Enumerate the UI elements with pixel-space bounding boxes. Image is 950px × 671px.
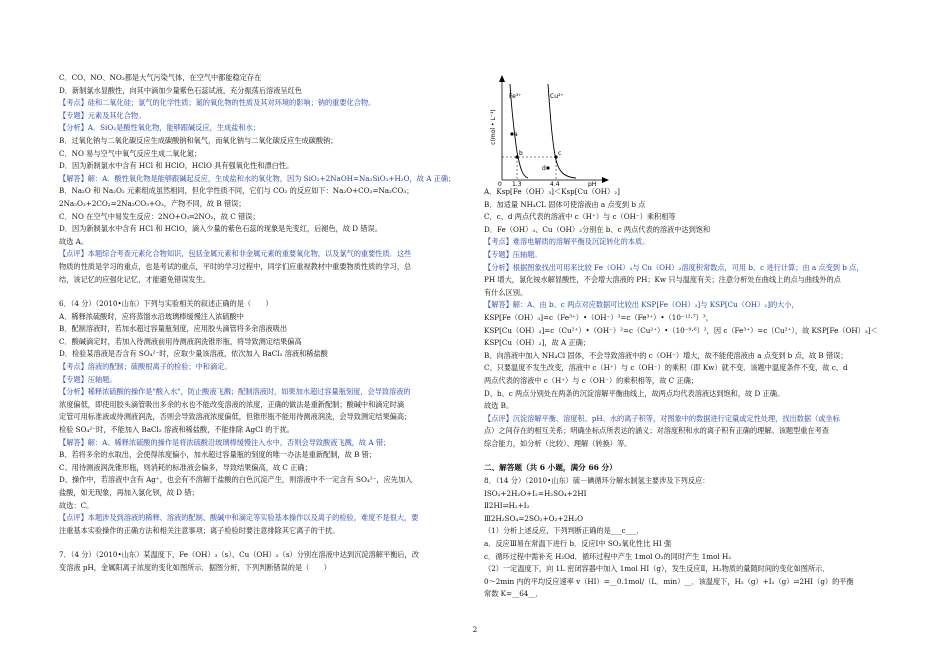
- right-text-line: 有什么区别。: [484, 287, 528, 297]
- left-text-line: B．Na₂O 和 Na₂O₂ 元素组成虽然相同，但化学性质不同，它们与 CO₂ 的反应如下：Na₂O+CO₂=Na₂CO₃；: [59, 186, 414, 196]
- right-text-line: 【分析】根据图象找出可用来比较 Fe（OH）₃与 Cu（OH）₂溶度积常数点，可用 b、c 进行计算；由 a 点变到 b 点，: [484, 262, 864, 272]
- right-text-line: KSP[Cu（OH）₂]，故 A 正确；: [484, 338, 590, 348]
- right-text-line: A．Ksp[Fe（OH）₃]＜Ksp[Cu（OH）₂]: [484, 187, 620, 196]
- right-text-line: 故选 B。: [484, 401, 514, 411]
- right-text-line: 8．（14 分）（2010•山东）硫－碘循环分解水制氢主要涉及下列反应：: [484, 476, 710, 486]
- right-text-line: C、只要温度不发生改变，溶液中 c（H⁺）与 c（OH⁻）的乘积（即 Kw）就不变．该题中温度条件不变，故 c、d: [484, 363, 848, 373]
- right-text-line: Ⅱ2HI⇌H₂+I₂: [484, 501, 530, 511]
- left-text-line: C．NO 易与空气中氧气反应生成二氧化氮；: [59, 148, 202, 158]
- left-text-line: 【解答】解：A、稀释浓硫酸的操作是将浓硫酸沿玻璃棒缓慢注入水中，否则会导致酸液飞溅，故 A 错；: [59, 437, 391, 447]
- left-text-line: 7．（4 分）（2010•山东）某温度下，Fe（OH）₃（s）、Cu（OH）₂（s）分别在溶液中达到沉淀溶解平衡后，改: [59, 550, 419, 560]
- x-tick-1: 1.3: [512, 181, 522, 187]
- left-text-line: 浓度偏低，即使用胶头滴管吸出多余的水也不能改变溶液的浓度，正确的做法是重新配制；酸碱中和滴定时滴: [59, 399, 405, 409]
- left-text-line: 【点评】本题综合考查元素化合物知识，包括金属元素和非金属元素的重要氧化物，以及氯气的重要性质．这些: [59, 249, 412, 259]
- left-text-line: 结，该记忆的应强化记忆，才能避免错误发生。: [59, 274, 210, 284]
- left-text-line: B．过氧化钠与二氧化碳反应生成碳酸钠和氧气，而氧化钠与二氧化碳反应生成碳酸钠；: [59, 135, 338, 145]
- point-d: [546, 166, 549, 169]
- right-text-line: C．c、d 两点代表的溶液中 c（H⁺）与 c（OH⁻）乘积相等: [484, 212, 676, 222]
- left-text-line: B．配制溶液时，若加水超过容量瓶刻度，应用胶头滴管将多余溶液吸出: [59, 324, 288, 334]
- point-label-c: c: [558, 150, 562, 157]
- y-axis-label: c(mol • L⁻¹): [490, 109, 497, 145]
- right-text-line: 0～2min 内的平均反应速率 v（HI）=__0.1mol/（L．min）__．该温度下，H₂（g）+I₂（g）⇌2HI（g）的平衡: [484, 576, 854, 586]
- page-number: 2: [472, 626, 478, 634]
- right-text-line: 【考点】难溶电解质的溶解平衡及沉淀转化的本质。: [484, 237, 650, 247]
- left-text-line: 【专题】压轴题。: [59, 374, 117, 384]
- right-text-line: c．循环过程中需补充 H₂Od．循环过程中产生 1mol O₂的同时产生 1mol H₂: [484, 551, 732, 561]
- left-text-line: 物质的性质是学习的重点，也是考试的重点，平时的学习过程中，同学们应重视教材中重要物质性质的学习，总: [59, 261, 412, 271]
- left-text-line: A．稀释浓硫酸时，应将蒸馏水沿玻璃棒缓慢注入浓硫酸中: [59, 311, 244, 321]
- left-text-line: 盐酸，如无现象，再加入氯化钡，故 D 错；: [59, 488, 199, 497]
- x-tick-2: 4.4: [550, 181, 560, 187]
- left-column: [59, 72, 467, 575]
- left-spacer: [59, 537, 467, 549]
- right-text-line: 【专题】压轴题。: [484, 249, 542, 259]
- left-text-line: 检验 SO₄²⁻时，不能加入 BaCl₂ 溶液和稀盐酸，不能排除 AgCl 的干扰。: [59, 425, 294, 435]
- right-text-line: D．Fe（OH）₃、Cu（OH）₂分别在 b、c 两点代表的溶液中达到饱和: [484, 224, 711, 234]
- right-text-line: （2）一定温度下，向 1L 密闭容器中加入 1mol HI（g），发生反应Ⅱ，H₂物质的量随时间的变化如图所示．: [484, 564, 830, 574]
- left-text-line: 6．（4 分）（2010•山东）下列与实验相关的叙述正确的是（ ）: [59, 299, 273, 309]
- left-text-line: D．新制氯水显酸性，向其中滴加少量紫色石蕊试液，充分振荡后溶液呈红色: [59, 85, 302, 95]
- right-text-line: Ⅲ2H₂SO₄=2SO₂+O₂+2H₂O: [484, 513, 584, 523]
- left-text-line: 【点评】本题涉及到溶液的稀释、溶液的配制、酸碱中和滴定等实验基本操作以及离子的检验，难度不是很大，要: [59, 513, 419, 523]
- left-text-line: 【专题】元素及其化合物。: [59, 110, 146, 120]
- right-text-line: B、向溶液中加入 NH₄Cl 固体，不会导致溶液中的 c（OH⁻）增大，故不能使溶液由 a 点变到 b 点，故 B 错误；: [484, 350, 848, 360]
- curve-label-cu: Cu²⁺: [550, 93, 564, 100]
- y-axis-arrow: [499, 75, 505, 82]
- left-text-line: 【考点】溶液的配制；硫酸根离子的检验；中和滴定。: [59, 362, 232, 372]
- left-text-line: D、操作中，若溶液中含有 Ag⁺，也会有不溶解于盐酸的白色沉淀产生，则溶液中不一定含有 SO₄²⁻，应先加入: [59, 475, 413, 485]
- left-text-line: 故选：C。: [59, 500, 94, 510]
- right-text-line: （1）分析上述反应，下列判断正确的是___c___．: [484, 526, 644, 536]
- left-text-line: 【考点】硅和二氧化硅；氯气的化学性质；氮的氧化物的性质及其对环境的影响；钠的重要化合物。: [59, 98, 376, 108]
- right-text-line: 【解答】解：A、由 b、c 两点对应数据可比较出 KSP[Fe（OH）₃]与 KSP[Cu（OH）₂]的大小，: [484, 300, 799, 310]
- left-text-line: 2Na₂O₂+2CO₂=2Na₂CO₃+O₂，产物不同，故 B 错误；: [59, 198, 246, 208]
- right-text-line: KSP[Cu（OH）₂]=c（Cu²⁺）•（OH⁻）²=c（Cu²⁺）•（10⁻⁹·⁶）²，因 c（Fe³⁺）=c（Cu²⁺），故 KSP[Fe（OH）₃]＜: [484, 325, 878, 335]
- right-text-line: 【点评】沉淀溶解平衡、溶度积、pH、水的离子积等，对图象中的数据进行定量或定性处理，找出数据（或坐标: [484, 413, 840, 423]
- left-text-line: D．因为新制氯水中含有 HCl 和 HClO，滴入少量的紫色石蕊的现象是先变红，后褪色，故 D 错误。: [59, 224, 382, 234]
- origin-label: 0: [498, 181, 502, 187]
- solubility-figure: [484, 72, 634, 187]
- left-text-line: D．因为新制氯水中含有 HCl 和 HClO，HClO 具有强氧化性和漂白性。: [59, 161, 294, 171]
- right-text-line: 点）之间存在的相互关系；明确坐标点所表达的涵义；对溶度积和水的离子积有正确的理解。该题型重在考查: [484, 426, 830, 436]
- left-text-line: 变溶液 pH，金属阳离子浓度的变化如图所示．据图分析，下列判断错误的是（ ）: [59, 562, 331, 572]
- left-text-line: C．CO、NO、NO₂都是大气污染气体，在空气中都能稳定存在: [59, 73, 262, 82]
- right-text-line: KSP[Fe（OH）₃]=c（Fe³⁺）•（OH⁻）³=c（Fe³⁺）•（10⁻¹²·⁷）³，: [484, 312, 713, 322]
- curve-label-fe: Fe³⁺: [509, 93, 522, 100]
- left-text-line: 故选 A。: [59, 236, 89, 246]
- right-text-line: 综合能力，如分析（比较）、理解（转换）等。: [484, 438, 632, 448]
- point-label-b: b: [519, 150, 523, 157]
- left-text-line: B、若将多余的水取出，会使得浓度偏小，加水超过容量瓶的刻度的唯一办法是重新配制，故 B 错；: [59, 450, 377, 460]
- right-spacer: [484, 450, 894, 462]
- right-text-line: D、b、c 两点分别处在两条的沉淀溶解平衡曲线上，故两点均代表溶液达到饱和，故 D 正确。: [484, 388, 785, 398]
- left-text-line: C、用待测液润洗锥形瓶，则消耗的标准液会偏多，导致结果偏高，故 C 正确；: [59, 462, 312, 472]
- right-text-line: PH 增大，氯化铵水解显酸性，不会增大溶液的 PH；Kw 只与温度有关；注意分析处在曲线上的点与曲线外的点: [484, 275, 841, 285]
- right-text-line: 二、解答题（共 6 小题，满分 66 分）: [484, 463, 617, 473]
- right-text-line: ⅠSO₂+2H₂O+I₂=H₂SO₄+2HI: [484, 488, 587, 498]
- left-text-line: 【分析】稀释浓硫酸的操作是"酸入水"，防止酸液飞溅；配制溶液时，如果加水超过容量瓶刻度，会导致溶液的: [59, 387, 411, 397]
- left-spacer: [59, 286, 467, 298]
- point-label-a: a: [514, 131, 518, 138]
- right-column: [484, 186, 894, 601]
- right-text-line: B．加适量 NH₄CL 固体可使溶液由 a 点变到 b 点: [484, 199, 646, 209]
- left-text-line: D．检验某溶液是否含有 SO₄²⁻时，应取少量该溶液，依次加入 BaCl₂ 溶液和稀盐酸: [59, 349, 328, 359]
- left-text-line: 【解答】解：A．酸性氧化物是能够跟碱起反应，生成盐和水的氧化物，因为 SiO₂+2NaOH=Na₂SiO₃+H₂O，故 A 正确；: [59, 173, 456, 183]
- left-text-line: 注重基本实验操作的正确方法和相关注意事项；离子检验时要注意排除其它离子的干扰。: [59, 525, 340, 535]
- left-text-line: 定管可用标准液或待测液润洗，否则会导致溶液浓度偏低，但锥形瓶不能用待测液润洗，会导致测定结果偏高；: [59, 412, 412, 422]
- right-text-line: 常数 K=__64__．: [484, 589, 543, 599]
- right-text-line: a．反应Ⅲ易在常温下进行 b．反应Ⅰ中 SO₂氧化性比 HI 强: [484, 539, 672, 549]
- right-text-line: 两点代表的溶液中 c（H⁺）与 c（OH⁻）的乘积相等，故 C 正确；: [484, 375, 699, 385]
- x-axis-label: pH: [588, 181, 597, 187]
- x-axis-arrow: [602, 177, 609, 183]
- left-text-line: 【分析】A．SiO₂是酸性氧化物，能够跟碱反应，生成盐和水；: [59, 123, 260, 133]
- left-text-line: C．NO 在空气中易发生反应：2NO+O₂═2NO₂，故 C 错误；: [59, 211, 260, 221]
- point-label-d: d: [542, 165, 546, 172]
- left-text-line: C．酸碱滴定时，若加入待测液前用待测液润洗锥形瓶，将导致测定结果偏高: [59, 336, 302, 346]
